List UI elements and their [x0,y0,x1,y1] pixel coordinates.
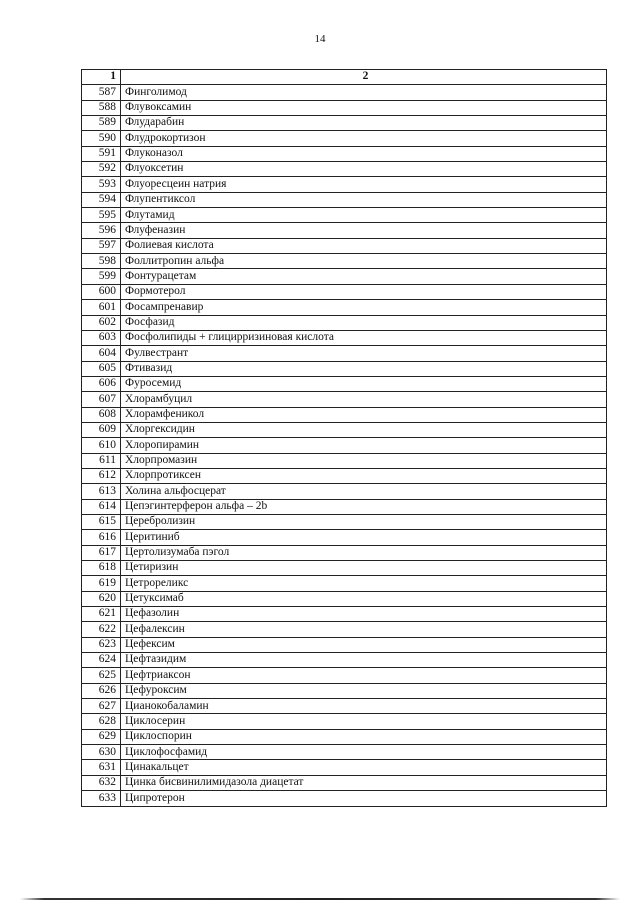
drug-name: Хлоргексидин [121,422,607,437]
page-number: 14 [314,33,326,45]
drug-name: Флуконазол [121,146,607,161]
table-row [82,146,607,161]
row-number: 630 [82,745,121,760]
drug-name: Цинка бисвинилимидазола диацетат [121,775,607,790]
row-number: 631 [82,760,121,775]
drug-name: Циклосерин [121,714,607,729]
table-row [82,438,607,453]
row-number: 600 [82,284,121,299]
column-header-name: 2 [121,70,607,85]
drug-name: Хлоропирамин [121,438,607,453]
row-number: 618 [82,561,121,576]
table-row [82,545,607,560]
drug-name: Фоллитропин альфа [121,254,607,269]
row-number: 589 [82,116,121,131]
drug-name: Цепэгинтерферон альфа – 2b [121,499,607,514]
drug-name: Хлорпротиксен [121,468,607,483]
table-row [82,254,607,269]
row-number: 614 [82,499,121,514]
row-number: 633 [82,791,121,806]
row-number: 615 [82,514,121,529]
table-row [82,530,607,545]
drug-name: Цефазолин [121,607,607,622]
drug-name: Цефтазидим [121,653,607,668]
drug-name: Фтивазид [121,361,607,376]
row-number: 626 [82,683,121,698]
drug-name: Цинакальцет [121,760,607,775]
table-row [82,514,607,529]
table-row [82,637,607,652]
drug-name: Хлорамфеникол [121,407,607,422]
drug-name: Флуоресцеин натрия [121,177,607,192]
table-row [82,330,607,345]
drug-name: Фосампренавир [121,300,607,315]
drug-name: Цефалексин [121,622,607,637]
drug-name: Цефуроксим [121,683,607,698]
drug-name: Фосфазид [121,315,607,330]
drug-name: Циклофосфамид [121,745,607,760]
table-row [82,760,607,775]
table-row [82,591,607,606]
table-row [82,699,607,714]
row-number: 617 [82,545,121,560]
drug-name: Хлорпромазин [121,453,607,468]
bottom-scan-line [20,898,620,900]
table-row [82,775,607,790]
row-number: 622 [82,622,121,637]
table-row [82,714,607,729]
table-row [82,346,607,361]
drug-name: Цефексим [121,637,607,652]
table-row [82,162,607,177]
drug-name: Цетиризин [121,561,607,576]
drug-name: Цефтриаксон [121,668,607,683]
row-number: 610 [82,438,121,453]
row-number: 608 [82,407,121,422]
row-number: 595 [82,208,121,223]
table-row [82,208,607,223]
table-row [82,576,607,591]
row-number: 607 [82,392,121,407]
drug-name: Флудрокортизон [121,131,607,146]
row-number: 591 [82,146,121,161]
table-row [82,622,607,637]
drug-name: Цианокобаламин [121,699,607,714]
column-header-number: 1 [82,70,121,85]
row-number: 632 [82,775,121,790]
row-number: 623 [82,637,121,652]
drug-name: Циклоспорин [121,729,607,744]
table-row [82,668,607,683]
table-row [82,376,607,391]
table-row [82,791,607,806]
row-number: 590 [82,131,121,146]
row-number: 594 [82,192,121,207]
table-row [82,85,607,100]
table-row [82,729,607,744]
table-row [82,484,607,499]
drug-name: Флутамид [121,208,607,223]
drug-name: Флуфеназин [121,223,607,238]
drug-name: Хлорамбуцил [121,392,607,407]
row-number: 605 [82,361,121,376]
drug-name: Флударабин [121,116,607,131]
table-row [82,223,607,238]
row-number: 593 [82,177,121,192]
table-row [82,238,607,253]
drug-table [81,69,607,807]
drug-name: Фонтурацетам [121,269,607,284]
row-number: 597 [82,238,121,253]
row-number: 587 [82,85,121,100]
row-number: 621 [82,607,121,622]
table-row [82,300,607,315]
row-number: 616 [82,530,121,545]
table-row [82,131,607,146]
table-row [82,499,607,514]
table-header-row [82,70,607,85]
row-number: 628 [82,714,121,729]
drug-name: Холина альфосцерат [121,484,607,499]
row-number: 596 [82,223,121,238]
table-row [82,607,607,622]
row-number: 588 [82,100,121,115]
table-row [82,468,607,483]
table-row [82,453,607,468]
row-number: 625 [82,668,121,683]
drug-name: Цетуксимаб [121,591,607,606]
drug-name: Фосфолипиды + глицирризиновая кислота [121,330,607,345]
row-number: 613 [82,484,121,499]
row-number: 602 [82,315,121,330]
row-number: 606 [82,376,121,391]
drug-name: Флупентиксол [121,192,607,207]
drug-name: Флувоксамин [121,100,607,115]
table-row [82,422,607,437]
table-row [82,361,607,376]
row-number: 620 [82,591,121,606]
row-number: 611 [82,453,121,468]
row-number: 604 [82,346,121,361]
drug-name: Цетрореликс [121,576,607,591]
row-number: 629 [82,729,121,744]
drug-name: Фулвестрант [121,346,607,361]
table-row [82,392,607,407]
row-number: 624 [82,653,121,668]
table-row [82,269,607,284]
table-row [82,683,607,698]
drug-name: Ципротерон [121,791,607,806]
table-row [82,315,607,330]
row-number: 601 [82,300,121,315]
row-number: 612 [82,468,121,483]
drug-name: Флуоксетин [121,162,607,177]
row-number: 598 [82,254,121,269]
table-row [82,407,607,422]
table-row [82,284,607,299]
row-number: 603 [82,330,121,345]
row-number: 592 [82,162,121,177]
row-number: 627 [82,699,121,714]
drug-name: Формотерол [121,284,607,299]
row-number: 599 [82,269,121,284]
table-row [82,745,607,760]
drug-name: Церебролизин [121,514,607,529]
drug-name: Фолиевая кислота [121,238,607,253]
table-row [82,653,607,668]
drug-name: Финголимод [121,85,607,100]
row-number: 609 [82,422,121,437]
drug-name: Фуросемид [121,376,607,391]
table-row [82,116,607,131]
table-row [82,100,607,115]
row-number: 619 [82,576,121,591]
table-row [82,561,607,576]
drug-name: Цертолизумаба пэгол [121,545,607,560]
table-row [82,177,607,192]
table-row [82,192,607,207]
drug-name: Церитиниб [121,530,607,545]
